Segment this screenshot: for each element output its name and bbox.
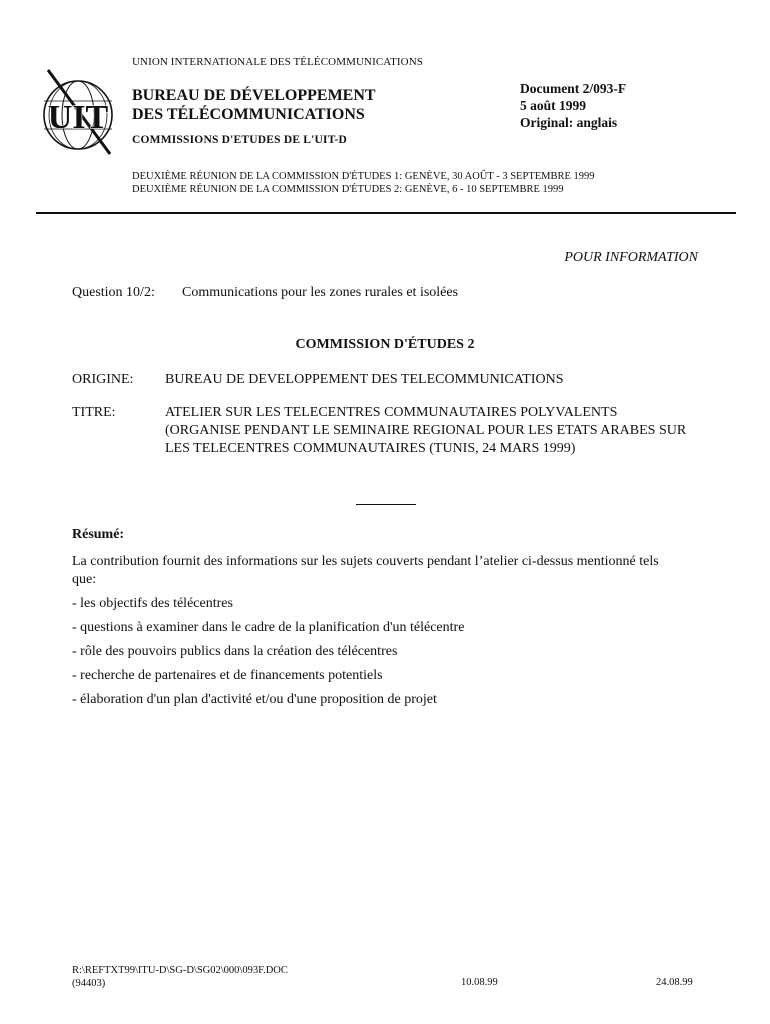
list-item: - rôle des pouvoirs publics dans la création des télécentres <box>72 644 398 659</box>
uit-logo <box>34 68 122 156</box>
footer-date-2: 24.08.99 <box>656 977 693 988</box>
document-date: 5 août 1999 <box>520 98 587 113</box>
meeting-lines <box>132 170 595 196</box>
list-item: - les objectifs des télécentres <box>72 596 233 611</box>
origine-label: ORIGINE: <box>72 372 134 387</box>
list-item: - élaboration d'un plan d'activité et/ou d'une proposition de projet <box>72 692 437 707</box>
list-item: - recherche de partenaires et de financements potentiels <box>72 668 383 683</box>
list-item: - questions à examiner dans le cadre de la planification d'un télécentre <box>72 620 465 635</box>
logo-text: UIT <box>47 99 109 136</box>
bureau-line-2: DES TÉLÉCOMMUNICATIONS <box>132 106 365 123</box>
footer-number: (94403) <box>72 978 106 989</box>
header-divider <box>36 212 736 214</box>
footer-file-info <box>72 964 288 990</box>
section-separator <box>356 504 416 505</box>
resume-heading: Résumé: <box>72 527 125 542</box>
organization-name: UNION INTERNATIONALE DES TÉLÉCOMMUNICATIONS <box>132 56 423 68</box>
meeting-line-1: DEUXIÈME RÉUNION DE LA COMMISSION D'ÉTUDES 1: GENÈVE, 30 AOÛT - 3 SEPTEMBRE 1999 <box>132 171 595 182</box>
commission-title: COMMISSION D'ÉTUDES 2 <box>295 337 475 352</box>
titre-label: TITRE: <box>72 405 116 420</box>
document-original: Original: anglais <box>520 115 618 130</box>
footer-date-1: 10.08.99 <box>461 977 498 988</box>
resume-intro-text: La contribution fournit des informations sur les sujets couverts pendant l’atelier ci-dessus mentionné tels que: <box>72 554 659 587</box>
resume-intro <box>72 553 672 595</box>
document-number: Document 2/093-F <box>520 81 627 96</box>
footer-path: R:\REFTXT99\ITU-D\SG-D\SG02\000\093F.DOC <box>72 965 288 976</box>
bureau-line-1: BUREAU DE DÉVELOPPEMENT <box>132 87 376 104</box>
pour-information-label: POUR INFORMATION <box>564 250 698 265</box>
question-label: Question 10/2: <box>72 285 155 300</box>
titre-value: ATELIER SUR LES TELECENTRES COMMUNAUTAIRES POLYVALENTS (ORGANISE PENDANT LE SEMINAIRE REGIONAL POUR LES ETATS ARABES SUR LES TELECENTRES COMMUNAUTAIRES (TUNIS, 24 MARS 1999) <box>165 405 687 456</box>
question-line <box>72 285 458 301</box>
bureau-title <box>132 86 376 124</box>
document-info <box>520 80 626 131</box>
origine-value: BUREAU DE DEVELOPPEMENT DES TELECOMMUNICATIONS <box>165 372 564 387</box>
meeting-line-2: DEUXIÈME RÉUNION DE LA COMMISSION D'ÉTUDES 2: GENÈVE, 6 - 10 SEPTEMBRE 1999 <box>132 184 564 195</box>
topic-list <box>72 595 464 715</box>
commissions-subtitle: COMMISSIONS D'ETUDES DE L'UIT-D <box>132 134 348 146</box>
question-text: Communications pour les zones rurales et isolées <box>182 285 459 300</box>
